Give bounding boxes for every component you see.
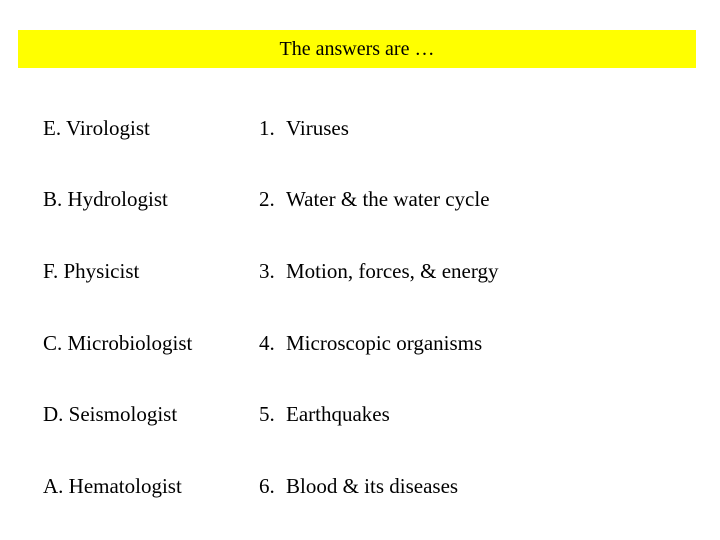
list-item	[0, 331, 720, 363]
field-label	[259, 259, 498, 284]
list-item	[0, 187, 720, 219]
field-text: Earthquakes	[286, 402, 390, 426]
scientist-label: A. Hematologist	[43, 474, 182, 498]
item-number: 4.	[259, 331, 275, 355]
item-number: 6.	[259, 474, 275, 498]
list-item	[0, 259, 720, 291]
list-item	[0, 116, 720, 148]
list-item	[0, 474, 720, 506]
field-label	[259, 474, 458, 499]
page-title: The answers are …	[279, 37, 435, 60]
item-number: 1.	[259, 116, 275, 140]
field-label	[259, 402, 390, 427]
field-text: Viruses	[286, 116, 349, 140]
list-item	[0, 402, 720, 434]
item-number: 2.	[259, 187, 275, 211]
field-text: Microscopic organisms	[286, 331, 483, 355]
scientist-label: C. Microbiologist	[43, 331, 193, 355]
field-label	[259, 116, 349, 141]
item-number: 3.	[259, 259, 275, 283]
item-number: 5.	[259, 402, 275, 426]
field-text: Water & the water cycle	[286, 187, 490, 211]
scientist-label: B. Hydrologist	[43, 187, 168, 211]
scientist-label: F. Physicist	[43, 259, 140, 283]
scientist-label: E. Virologist	[43, 116, 150, 140]
field-label	[259, 331, 482, 356]
field-label	[259, 187, 490, 212]
field-text: Blood & its diseases	[286, 474, 459, 498]
scientist-label: D. Seismologist	[43, 402, 178, 426]
field-text: Motion, forces, & energy	[286, 259, 499, 283]
